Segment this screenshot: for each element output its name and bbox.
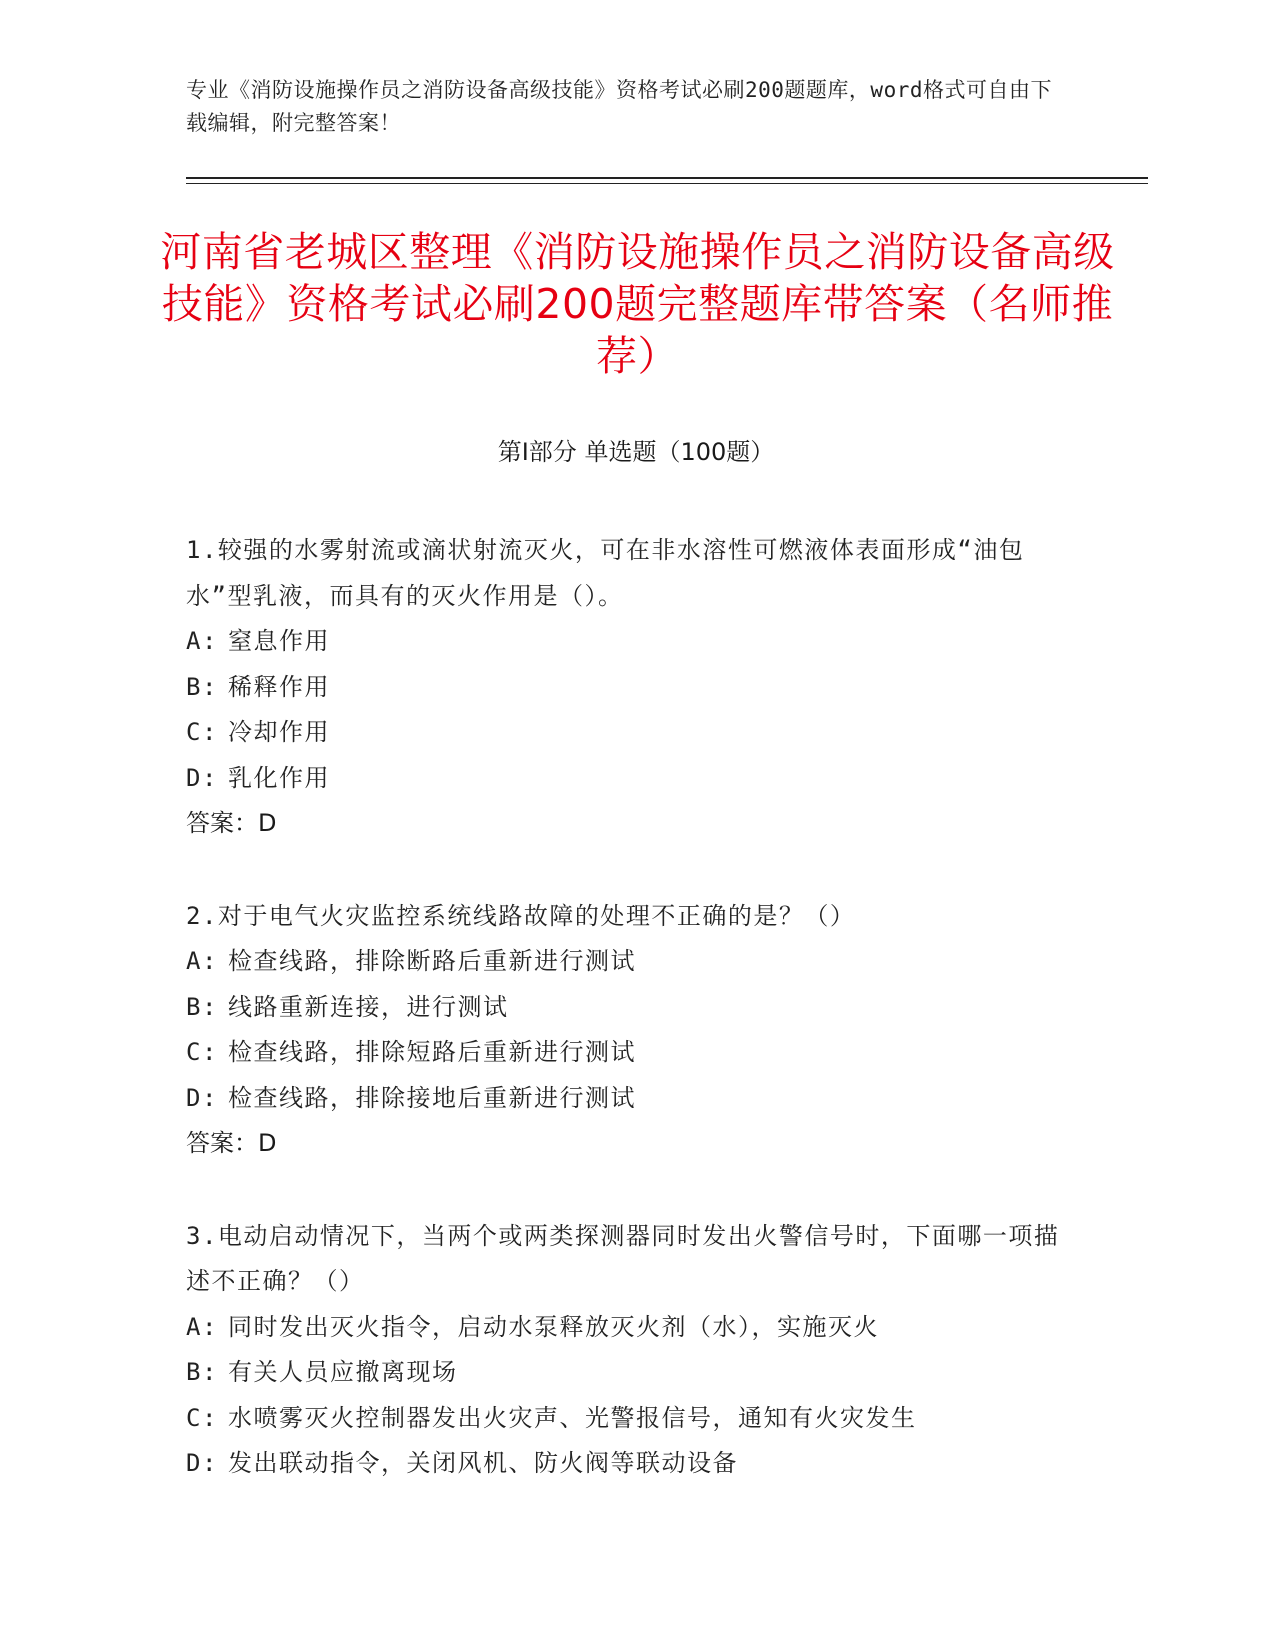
option-text: 水喷雾灭火控制器发出火灾声、光警报信号，通知有火灾发生	[228, 1403, 917, 1432]
option-d	[186, 756, 1066, 802]
option-b	[186, 665, 1066, 711]
section-title: 第Ⅰ部分 单选题（100题）	[497, 438, 775, 466]
option-letter: A:	[186, 1312, 218, 1341]
question-2	[186, 894, 1066, 1167]
question-stem: 3.电动启动情况下，当两个或两类探测器同时发出火警信号时，下面哪一项描述不正确？（）	[186, 1221, 1060, 1295]
option-text: 发出联动指令，关闭风机、防火阀等联动设备	[228, 1449, 738, 1477]
header-divider-thick	[186, 177, 1148, 179]
question-stem: 2.对于电气火灾监控系统线路故障的处理不正确的是？（）	[186, 901, 856, 930]
question-answer: 答案：D	[186, 1129, 277, 1157]
option-text: 冷却作用	[228, 718, 330, 746]
option-letter: B:	[186, 1358, 218, 1386]
question-stem: 1.较强的水雾射流或滴状射流灭火，可在非水溶性可燃液体表面形成“油包水”型乳液，而具有的灭火作用是（）。	[186, 536, 1025, 610]
option-letter: A:	[186, 947, 218, 975]
option-text: 有关人员应撤离现场	[228, 1358, 458, 1386]
option-text: 窒息作用	[228, 627, 330, 655]
question-1	[186, 528, 1066, 847]
option-text: 稀释作用	[228, 672, 330, 701]
header-note: 专业《消防设施操作员之消防设备高级技能》资格考试必刷200题题库，word格式可自由下载编辑，附完整答案！	[186, 78, 1052, 135]
question-3	[186, 1214, 1066, 1487]
question-list	[186, 528, 1066, 1534]
option-c	[186, 710, 1066, 756]
option-text: 乳化作用	[228, 763, 330, 792]
option-a	[186, 939, 1066, 985]
option-a	[186, 619, 1066, 665]
option-c	[186, 1396, 1066, 1442]
option-letter: C:	[186, 1038, 218, 1066]
option-d	[186, 1076, 1066, 1122]
option-text: 检查线路，排除接地后重新进行测试	[228, 1083, 636, 1112]
option-b	[186, 1350, 1066, 1396]
option-letter: D:	[186, 763, 218, 792]
option-letter: B:	[186, 992, 218, 1021]
question-answer: 答案：D	[186, 809, 277, 837]
option-letter: D:	[186, 1083, 218, 1112]
option-text: 同时发出灭火指令，启动水泵释放灭火剂（水），实施灭火	[228, 1312, 879, 1341]
option-text: 检查线路，排除断路后重新进行测试	[228, 947, 636, 975]
option-text: 检查线路，排除短路后重新进行测试	[228, 1038, 636, 1066]
option-letter: B:	[186, 672, 218, 701]
option-letter: D:	[186, 1449, 218, 1477]
option-letter: C:	[186, 718, 218, 746]
option-letter: A:	[186, 627, 218, 655]
option-b	[186, 985, 1066, 1031]
document-title: 河南省老城区整理《消防设施操作员之消防设备高级技能》资格考试必刷200题完整题库带答案（名师推荐）	[160, 228, 1115, 380]
option-c	[186, 1030, 1066, 1076]
option-letter: C:	[186, 1403, 218, 1432]
option-a	[186, 1305, 1066, 1351]
header-divider-thin	[186, 183, 1148, 184]
option-text: 线路重新连接，进行测试	[228, 992, 509, 1021]
option-d	[186, 1441, 1066, 1487]
